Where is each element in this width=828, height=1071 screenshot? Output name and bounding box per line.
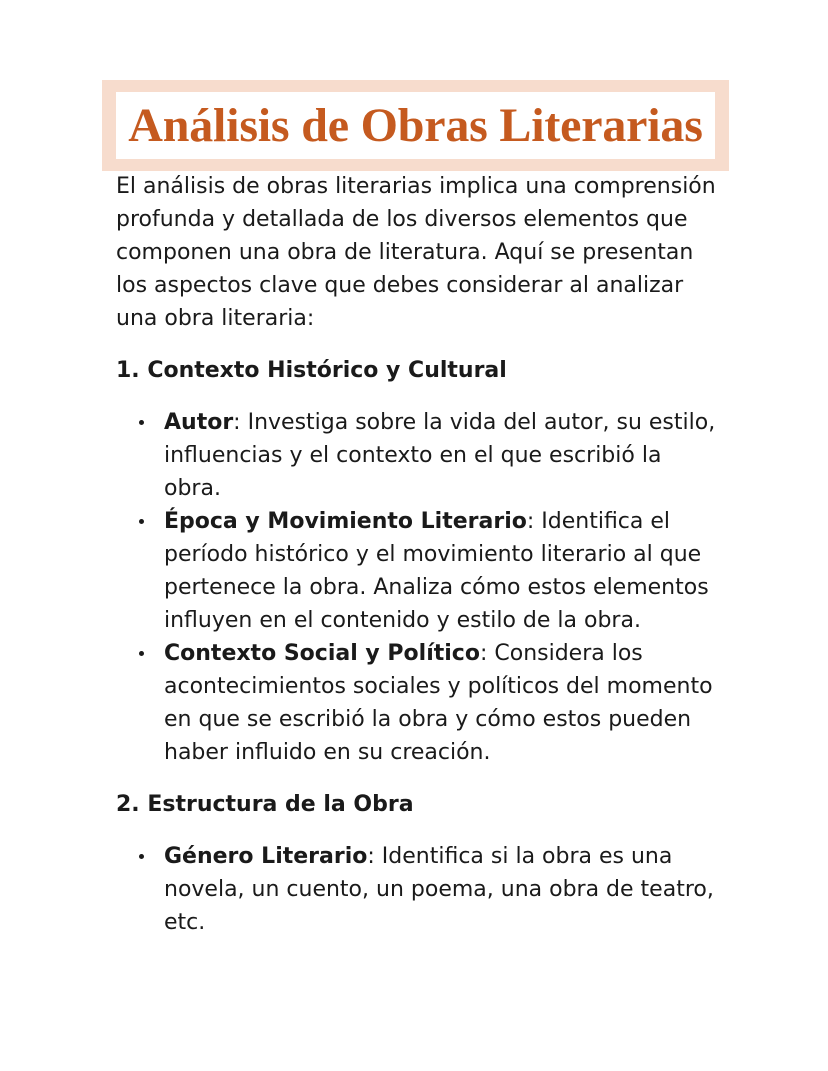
intro-paragraph: El análisis de obras literarias implica una comprensión profunda y detallada de los diversos elementos que componen una obra de literatura. Aquí se presentan los aspectos clave que debes considerar al analizar una obra literaria: [116,174,716,331]
section-heading-context: 1. Contexto Histórico y Cultural [116,358,507,383]
list-item-term: Autor [164,410,234,435]
bullet-icon [139,420,144,425]
list-item-genero [116,840,716,939]
list-item-text: : Identifica si la obra es una novela, un cuento, un poema, una obra de teatro, etc. [164,844,714,935]
list-item-term: Contexto Social y Político [164,641,480,666]
list-item-contexto-social [116,637,716,769]
list-item-term: Género Literario [164,844,368,869]
list-item-text: : Considera los acontecimientos sociales y políticos del momento en que se escribió la obra y cómo estos pueden haber influido en su creación. [164,641,713,765]
title-frame [102,80,729,171]
document-title: Análisis de Obras Literarias [128,99,703,152]
structure-list [116,840,716,939]
bullet-icon [139,651,144,656]
bullet-icon [139,519,144,524]
list-item-text: : Investiga sobre la vida del autor, su estilo, influencias y el contexto en el que escribió la obra. [164,410,716,501]
document-body [116,170,716,939]
list-item-epoca [116,505,716,637]
title-box [116,92,715,159]
list-item-autor [116,406,716,505]
list-item-text: : Identifica el período histórico y el movimiento literario al que pertenece la obra. Analiza cómo estos elementos influyen en el contenido y estilo de la obra. [164,509,709,633]
section-heading-structure: 2. Estructura de la Obra [116,792,414,817]
list-item-term: Época y Movimiento Literario [164,509,527,534]
bullet-icon [139,854,144,859]
context-list [116,406,716,769]
